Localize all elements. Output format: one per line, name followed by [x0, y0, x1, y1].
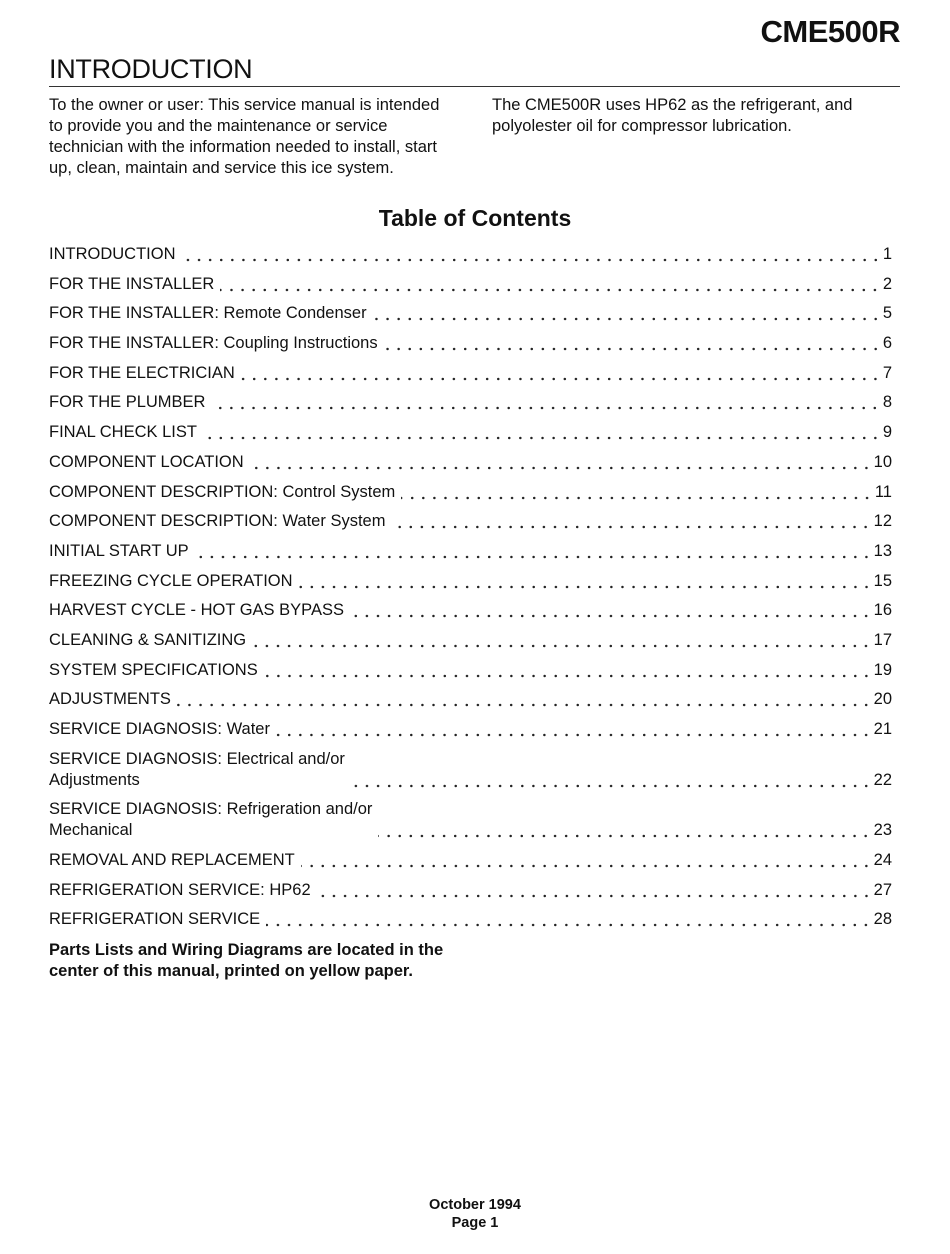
toc-entry-title: CLEANING & SANITIZING [49, 630, 247, 649]
intro-paragraph-right: The CME500R uses HP62 as the refrigerant, and polyolester oil for compressor lubrication. [492, 96, 853, 135]
toc-title: Table of Contents [378, 205, 572, 231]
toc-entry[interactable] [49, 422, 892, 443]
dot-leader [211, 392, 880, 413]
toc-entry-title: SERVICE DIAGNOSIS: Electrical and/or Adjustments [49, 749, 345, 789]
dot-leader [317, 880, 872, 901]
toc-entry[interactable] [49, 749, 892, 791]
toc-entry-title: ADJUSTMENTS [49, 690, 171, 709]
toc-entry-page: 7 [882, 363, 892, 382]
toc-entry-title: FOR THE ELECTRICIAN [49, 363, 235, 382]
header-rule [49, 86, 900, 87]
toc-entry[interactable] [49, 571, 892, 592]
toc-entry-title: COMPONENT DESCRIPTION: Water System [49, 512, 386, 531]
dot-leader [252, 630, 872, 651]
toc-entry-page: 22 [873, 770, 892, 789]
dot-leader [266, 909, 871, 930]
table-of-contents [49, 244, 892, 939]
toc-entry-page: 11 [874, 482, 892, 501]
dot-leader [264, 660, 872, 681]
toc-entry[interactable] [49, 303, 892, 324]
dot-leader [391, 511, 871, 532]
toc-entry-page: 9 [882, 423, 892, 442]
toc-entry-page: 27 [873, 880, 892, 899]
toc-entry[interactable] [49, 274, 892, 295]
toc-entry-title: COMPONENT DESCRIPTION: Control System [49, 482, 396, 501]
toc-entry[interactable] [49, 909, 892, 930]
toc-entry[interactable] [49, 630, 892, 651]
toc-entry-page: 28 [873, 910, 892, 929]
intro-paragraph-left: To the owner or user: This service manual is intended to provide you and the maintenance or service technician with the information needed to install, start up, clean, maintain and service this ice system. [49, 96, 440, 177]
toc-entry[interactable] [49, 850, 892, 871]
page-footer [0, 1196, 950, 1232]
dot-leader [301, 850, 872, 871]
toc-entry-title: SERVICE DIAGNOSIS: Water [49, 720, 270, 738]
toc-entry[interactable] [49, 333, 892, 354]
toc-entry-page: 23 [873, 821, 892, 840]
toc-entry[interactable] [49, 799, 892, 841]
dot-leader [276, 719, 872, 740]
dot-leader [182, 244, 881, 265]
model-number: CME500R [760, 14, 900, 49]
dot-leader [373, 303, 881, 324]
dot-leader [299, 571, 872, 592]
toc-entry-title: FINAL CHECK LIST [49, 423, 197, 442]
toc-entry[interactable] [49, 452, 892, 473]
toc-entry-title: INTRODUCTION [49, 245, 176, 263]
toc-entry-title: FREEZING CYCLE OPERATION [49, 571, 293, 590]
toc-entry[interactable] [49, 244, 892, 265]
dot-leader [250, 452, 872, 473]
toc-entry-page: 15 [873, 571, 892, 590]
dot-leader [378, 820, 871, 841]
toc-entry-title: FOR THE PLUMBER [49, 393, 206, 412]
toc-entry-page: 20 [873, 690, 892, 709]
toc-entry-page: 8 [882, 393, 892, 412]
toc-entry-title: SERVICE DIAGNOSIS: Refrigeration and/or Mechanical [49, 800, 373, 840]
toc-entry-page: 5 [882, 304, 892, 323]
parts-lists-note: Parts Lists and Wiring Diagrams are located in the center of this manual, printed on yellow paper. [49, 941, 444, 980]
toc-entry[interactable] [49, 600, 892, 621]
dot-leader [203, 422, 881, 443]
toc-entry[interactable] [49, 363, 892, 384]
toc-entry-page: 2 [882, 274, 892, 293]
toc-entry-page: 12 [873, 512, 892, 531]
toc-entry[interactable] [49, 482, 892, 503]
toc-entry-page: 6 [882, 334, 892, 353]
toc-entry-title: SYSTEM SPECIFICATIONS [49, 660, 258, 679]
toc-entry-title: HARVEST CYCLE - HOT GAS BYPASS [49, 601, 344, 620]
toc-entry-page: 10 [873, 452, 892, 471]
toc-entry-page: 16 [873, 601, 892, 620]
toc-entry-title: REMOVAL AND REPLACEMENT [49, 851, 295, 870]
toc-entry-page: 13 [873, 541, 892, 560]
toc-entry[interactable] [49, 660, 892, 681]
footer-date: October 1994 [429, 1197, 521, 1213]
toc-entry-title: INITIAL START UP [49, 541, 189, 560]
toc-entry-page: 17 [873, 630, 892, 649]
toc-entry-title: REFRIGERATION SERVICE [49, 910, 261, 929]
dot-leader [177, 689, 872, 710]
toc-entry[interactable] [49, 541, 892, 562]
toc-entry[interactable] [49, 880, 892, 901]
toc-entry-page: 24 [873, 851, 892, 870]
toc-entry-title: COMPONENT LOCATION [49, 452, 244, 471]
dot-leader [351, 770, 872, 791]
toc-entry[interactable] [49, 719, 892, 740]
toc-entry-title: FOR THE INSTALLER: Remote Condenser [49, 304, 367, 323]
toc-entry-page: 1 [882, 245, 892, 263]
toc-entry[interactable] [49, 392, 892, 413]
toc-entry[interactable] [49, 511, 892, 532]
toc-entry-title: FOR THE INSTALLER [49, 274, 215, 293]
section-title: INTRODUCTION [49, 54, 253, 84]
toc-entry-title: REFRIGERATION SERVICE: HP62 [49, 880, 311, 899]
footer-page-number: Page 1 [451, 1215, 499, 1231]
toc-entry-page: 21 [873, 720, 892, 738]
toc-entry-title: FOR THE INSTALLER: Coupling Instructions [49, 334, 378, 353]
dot-leader [401, 482, 873, 503]
dot-leader [195, 541, 872, 562]
dot-leader [220, 274, 880, 295]
dot-leader [241, 363, 881, 384]
dot-leader [384, 333, 881, 354]
dot-leader [350, 600, 872, 621]
toc-entry[interactable] [49, 689, 892, 710]
toc-entry-page: 19 [873, 660, 892, 679]
